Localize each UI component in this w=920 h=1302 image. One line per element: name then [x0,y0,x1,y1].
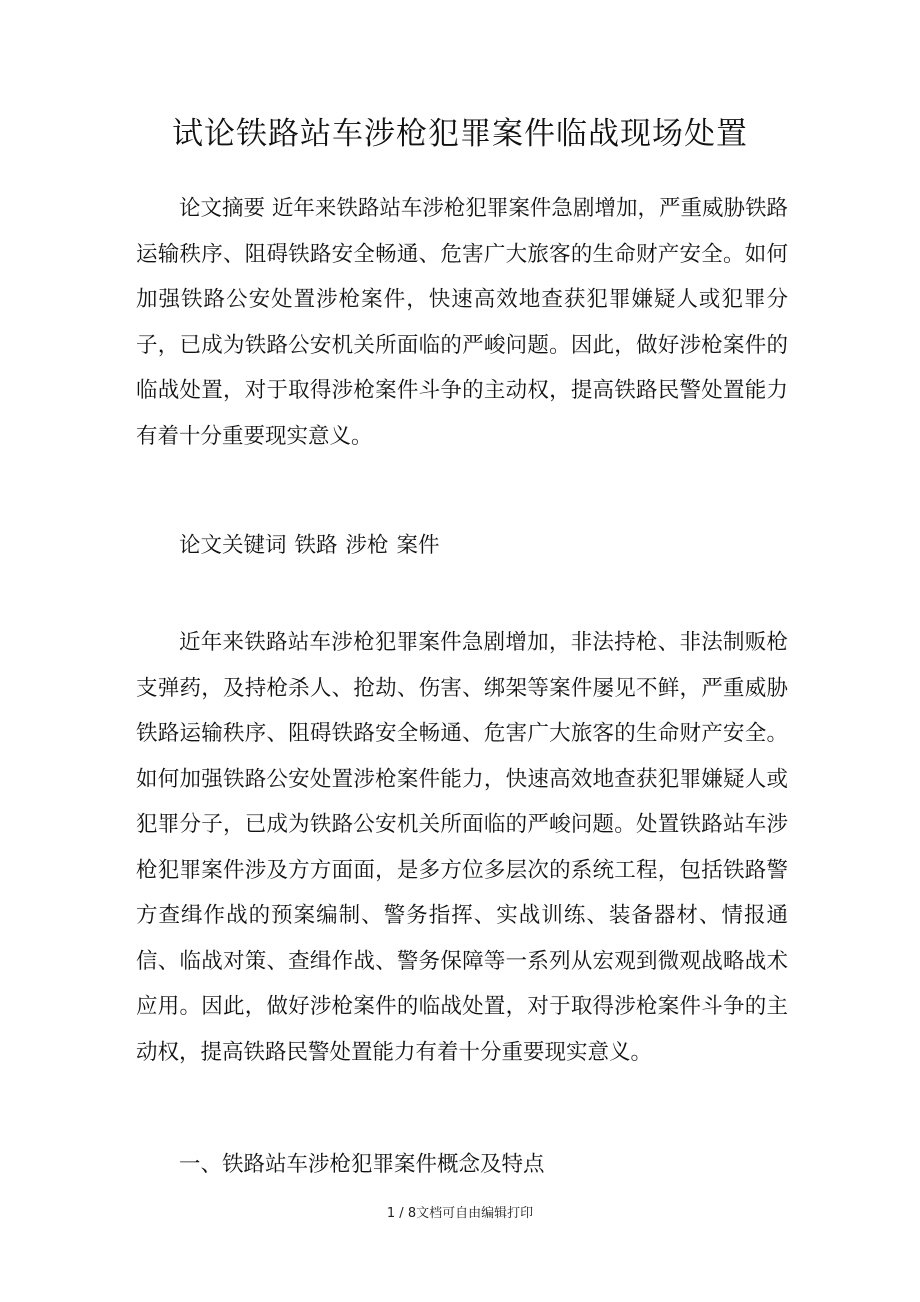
keyword-item: 铁路 [294,533,338,558]
keywords-line [136,523,788,569]
keywords-label: 论文关键词 [179,533,287,558]
abstract-paragraph: 论文摘要 近年来铁路站车涉枪犯罪案件急剧增加，严重威胁铁路运输秩序、阻碍铁路安全畅通、危害广大旅客的生命财产安全。如何加强铁路公安处置涉枪案件，快速高效地查获犯罪嫌疑人或犯罪分子，已成为铁路公安机关所面临的严峻问题。因此，做好涉枪案件的临战处置，对于取得涉枪案件斗争的主动权，提高铁路民警处置能力有着十分重要现实意义。 [136,196,788,449]
section-heading: 一、铁路站车涉枪犯罪案件概念及特点 [179,1152,545,1177]
keyword-item: 涉枪 [345,533,389,558]
page-footer: 1 / 8文档可自由编辑打印 [386,1206,534,1221]
body-paragraph: 近年来铁路站车涉枪犯罪案件急剧增加，非法持枪、非法制贩枪支弹药，及持枪杀人、抢劫、伤害、绑架等案件屡见不鲜，严重威胁铁路运输秩序、阻碍铁路安全畅通、危害广大旅客的生命财产安全。如何加强铁路公安处置涉枪案件能力，快速高效地查获犯罪嫌疑人或犯罪分子，已成为铁路公安机关所面临的严峻问题。处置铁路站车涉枪犯罪案件涉及方方面面，是多方位多层次的系统工程，包括铁路警方查缉作战的预案编制、警务指挥、实战训练、装备器材、情报通信、临战对策、查缉作战、警务保障等一系列从宏观到微观战略战术应用。因此，做好涉枪案件的临战处置，对于取得涉枪案件斗争的主动权，提高铁路民警处置能力有着十分重要现实意义。 [136,630,788,1065]
keyword-item: 案件 [396,533,440,558]
document-title: 试论铁路站车涉枪犯罪案件临战现场处置 [172,116,748,152]
